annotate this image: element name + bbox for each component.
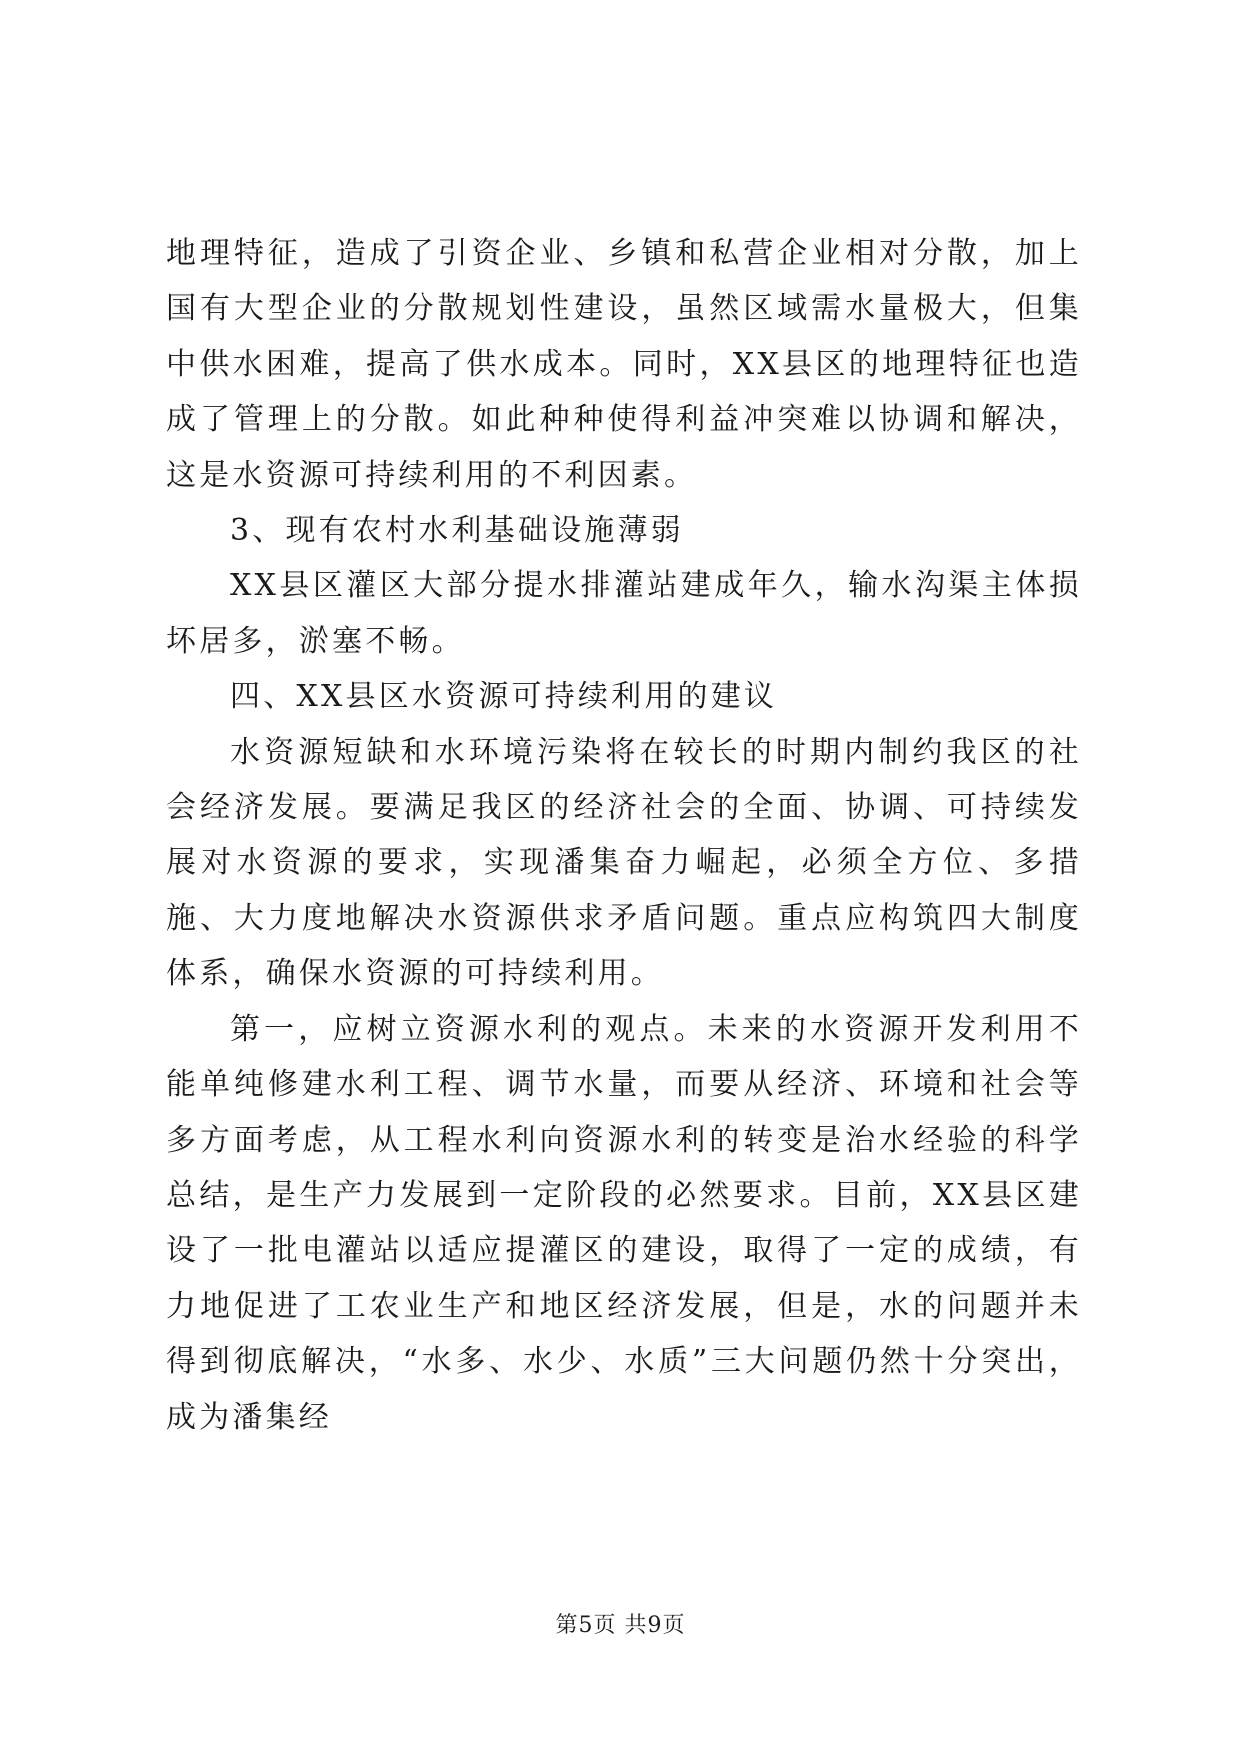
document-body xyxy=(166,226,1082,1445)
paragraph: 第一，应树立资源水利的观点。未来的水资源开发利用不能单纯修建水利工程、调节水量，而要从经济、环境和社会等多方面考虑，从工程水利向资源水利的转变是治水经验的科学总结，是生产力发展到一定阶段的必然要求。目前，XX县区建设了一批电灌站以适应提灌区的建设，取得了一定的成绩，有力地促进了工农业生产和地区经济发展，但是，水的问题并未得到彻底解决，“水多、水少、水质”三大问题仍然十分突出，成为潘集经 xyxy=(166,1011,1082,1435)
paragraph: 地理特征，造成了引资企业、乡镇和私营企业相对分散，加上国有大型企业的分散规划性建设，虽然区域需水量极大，但集中供水困难，提高了供水成本。同时，XX县区的地理特征也造成了管理上的分散。如此种种使得利益冲突难以协调和解决，这是水资源可持续利用的不利因素。 xyxy=(166,236,1082,493)
page-footer: 第5页 共9页 xyxy=(555,1613,686,1638)
paragraph: XX县区灌区大部分提水排灌站建成年久，输水沟渠主体损坏居多，淤塞不畅。 xyxy=(166,568,1082,659)
section-heading: 3、现有农村水利基础设施薄弱 xyxy=(230,513,684,549)
section-heading: 四、XX县区水资源可持续利用的建议 xyxy=(230,679,778,715)
paragraph: 水资源短缺和水环境污染将在较长的时期内制约我区的社会经济发展。要满足我区的经济社会的全面、协调、可持续发展对水资源的要求，实现潘集奋力崛起，必须全方位、多措施、大力度地解决水资源供求矛盾问题。重点应构筑四大制度体系，确保水资源的可持续利用。 xyxy=(166,734,1082,992)
